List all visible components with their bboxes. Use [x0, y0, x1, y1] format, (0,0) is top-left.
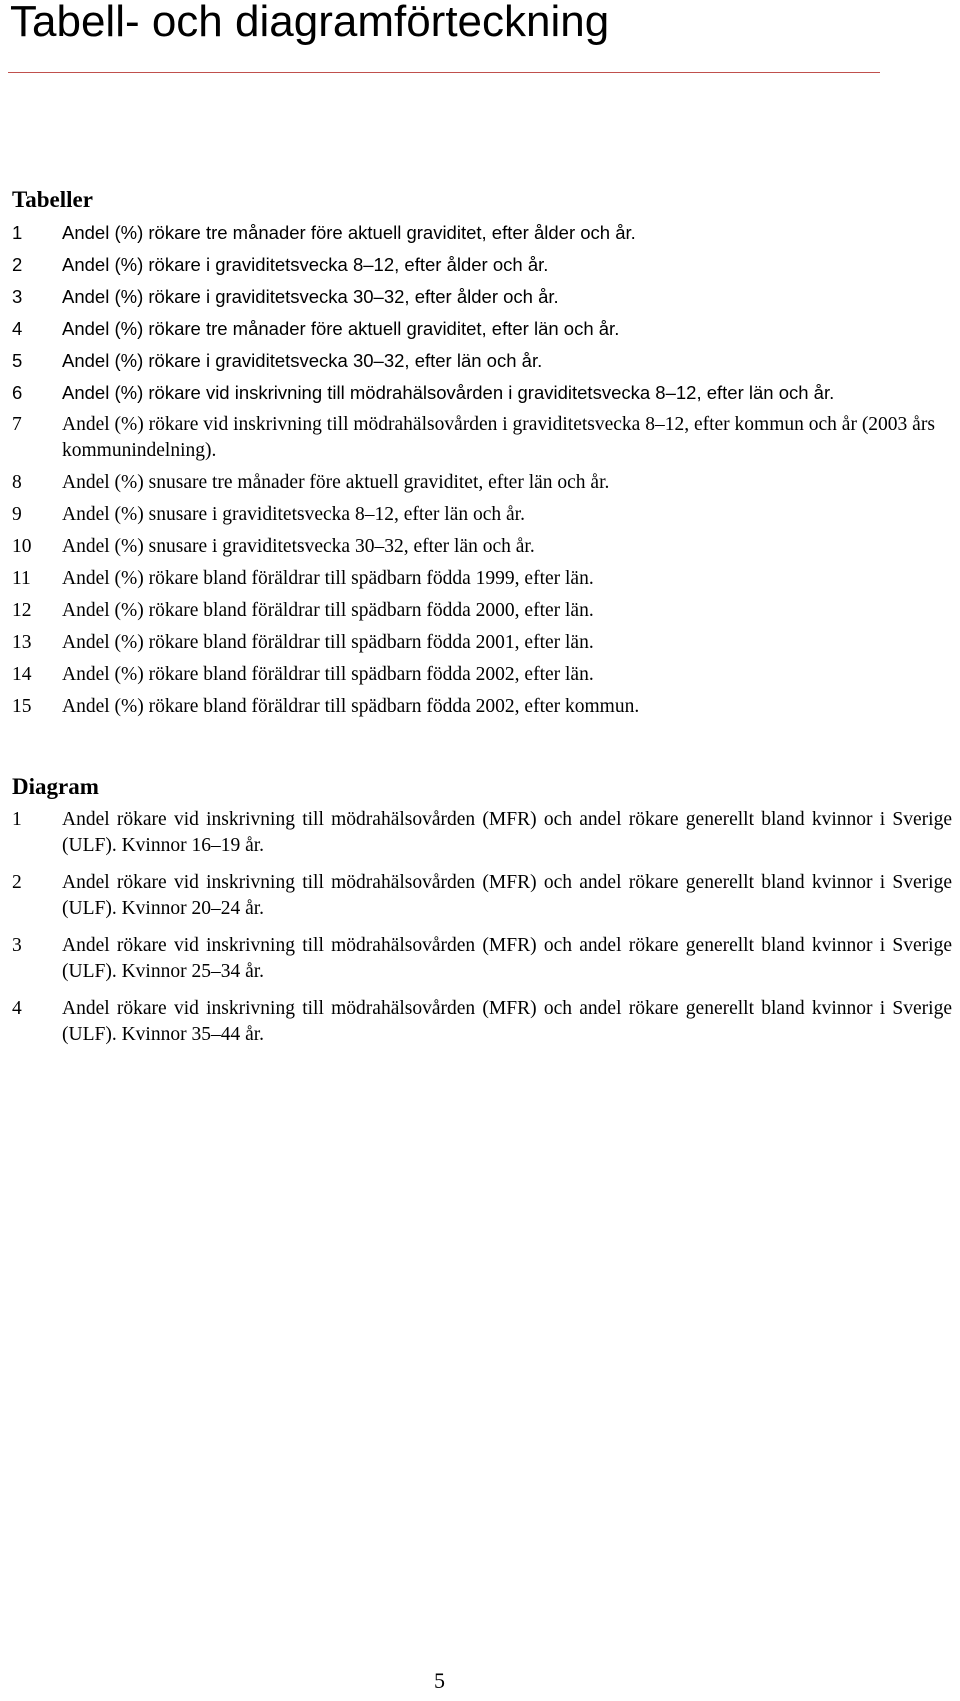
table-entry-text: Andel (%) snusare i graviditetsvecka 30–32, efter län och år.: [62, 536, 535, 557]
table-entry-text: Andel (%) rökare vid inskrivning till mödrahälsovården i graviditetsvecka 8–12, efter län och år.: [62, 382, 835, 403]
table-entry-9: [12, 502, 960, 528]
table-entry-15: [12, 694, 960, 720]
table-entry-text: Andel (%) rökare bland föräldrar till spädbarn födda 2000, efter län.: [62, 600, 594, 621]
table-entry-7: [12, 412, 960, 464]
diagram-entry-number: 2: [12, 872, 22, 893]
table-entry-number: 13: [12, 632, 32, 653]
table-entry-text: Andel (%) rökare bland föräldrar till spädbarn födda 2002, efter län.: [62, 664, 594, 685]
table-entry-number: 11: [12, 568, 31, 589]
table-entry-number: 15: [12, 696, 32, 717]
table-entry-number: 3: [12, 286, 23, 307]
table-entry-number: 10: [12, 536, 32, 557]
diagram-entry-number: 3: [12, 935, 22, 956]
tables-section: [12, 184, 960, 726]
table-entry-2: [12, 252, 960, 278]
table-entry-14: [12, 662, 960, 688]
table-entry-number: 14: [12, 664, 32, 685]
table-entry-11: [12, 566, 960, 592]
table-entry-text: Andel (%) snusare i graviditetsvecka 8–12, efter län och år.: [62, 504, 525, 525]
diagram-entry-2: [12, 870, 960, 922]
table-entry-number: 2: [12, 254, 23, 275]
table-entry-text: Andel (%) rökare i graviditetsvecka 30–32, efter län och år.: [62, 350, 543, 371]
tables-heading: Tabeller: [12, 187, 93, 212]
diagram-entry-text: Andel rökare vid inskrivning till mödrahälsovården (MFR) och andel rökare generellt bland kvinnor i Sverige (ULF). Kvinnor 25–34 år.: [62, 935, 952, 982]
table-entry-text: Andel (%) rökare bland föräldrar till spädbarn födda 2002, efter kommun.: [62, 696, 640, 717]
diagram-entry-text: Andel rökare vid inskrivning till mödrahälsovården (MFR) och andel rökare generellt bland kvinnor i Sverige (ULF). Kvinnor 20–24 år.: [62, 872, 952, 919]
diagram-entry-3: [12, 933, 960, 985]
diagram-entry-number: 1: [12, 809, 22, 830]
table-entry-1: [12, 220, 960, 246]
table-entry-number: 8: [12, 472, 22, 493]
title-divider: [8, 72, 880, 73]
table-entry-4: [12, 316, 960, 342]
table-entry-5: [12, 348, 960, 374]
table-entry-text: Andel (%) rökare i graviditetsvecka 30–32, efter ålder och år.: [62, 286, 559, 307]
table-entry-text: Andel (%) rökare i graviditetsvecka 8–12, efter ålder och år.: [62, 254, 549, 275]
table-entry-text: Andel (%) rökare bland föräldrar till spädbarn födda 1999, efter län.: [62, 568, 594, 589]
page-title: Tabell- och diagramförteckning: [10, 0, 610, 46]
table-entry-12: [12, 598, 960, 624]
table-entry-text: Andel (%) rökare tre månader före aktuell graviditet, efter län och år.: [62, 318, 620, 339]
diagrams-section: [12, 771, 960, 1059]
table-entry-8: [12, 470, 960, 496]
diagram-entry-number: 4: [12, 998, 22, 1019]
page-number: 5: [434, 1668, 445, 1693]
table-entry-number: 4: [12, 318, 23, 339]
diagram-entry-text: Andel rökare vid inskrivning till mödrahälsovården (MFR) och andel rökare generellt bland kvinnor i Sverige (ULF). Kvinnor 16–19 år.: [62, 809, 952, 856]
table-entry-text: Andel (%) snusare tre månader före aktuell graviditet, efter län och år.: [62, 472, 610, 493]
table-entry-10: [12, 534, 960, 560]
table-entry-6: [12, 380, 960, 406]
table-entry-number: 7: [12, 414, 22, 435]
table-entry-3: [12, 284, 960, 310]
table-entry-number: 6: [12, 382, 23, 403]
table-entry-text: Andel (%) rökare tre månader före aktuell graviditet, efter ålder och år.: [62, 222, 636, 243]
diagram-entry-1: [12, 807, 960, 859]
table-entry-13: [12, 630, 960, 656]
table-entry-number: 1: [12, 222, 23, 243]
table-entry-text: Andel (%) rökare bland föräldrar till spädbarn födda 2001, efter län.: [62, 632, 594, 653]
table-entry-text: Andel (%) rökare vid inskrivning till mödrahälsovården i graviditetsvecka 8–12, efter kommun och år (2003 års kommunindelning).: [62, 414, 935, 461]
table-entry-number: 5: [12, 350, 23, 371]
table-entry-number: 9: [12, 504, 22, 525]
diagram-entry-4: [12, 996, 960, 1048]
table-entry-number: 12: [12, 600, 32, 621]
diagrams-heading: Diagram: [12, 774, 99, 799]
diagram-entry-text: Andel rökare vid inskrivning till mödrahälsovården (MFR) och andel rökare generellt bland kvinnor i Sverige (ULF). Kvinnor 35–44 år.: [62, 998, 952, 1045]
